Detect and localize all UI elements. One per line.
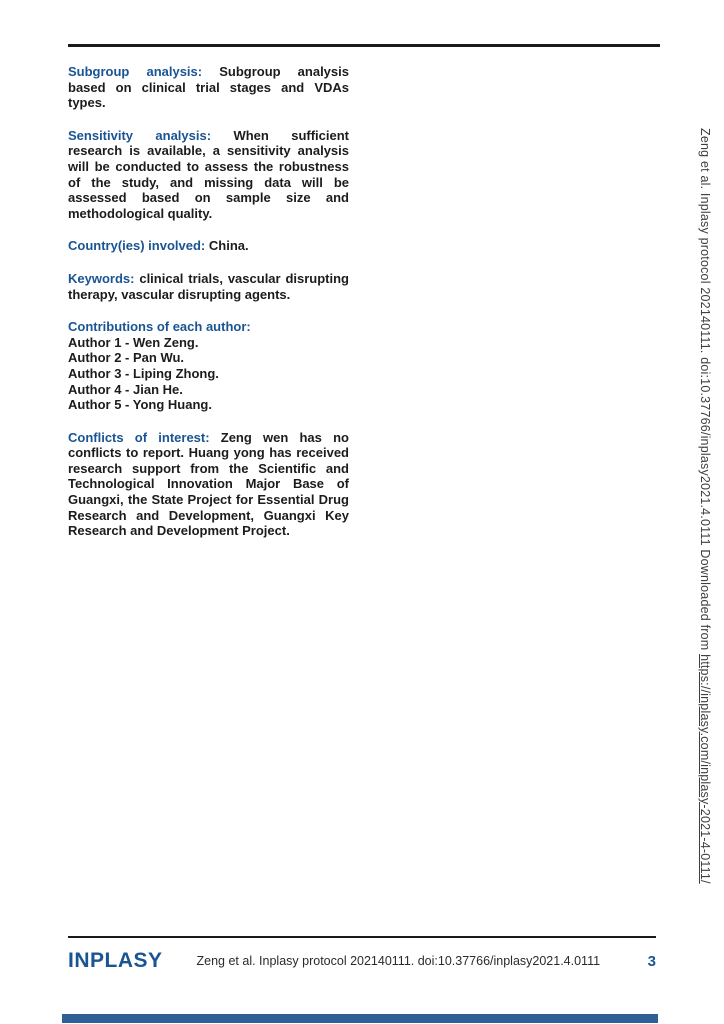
section-heading: Keywords: bbox=[68, 270, 135, 286]
author-line: Author 3 - Liping Zhong. bbox=[68, 365, 219, 381]
section-body: When sufficient research is available, a sensitivity analysis will be conducted to assess the robustness of the study, and missing data will be assessed based on sample size and methodological quality. bbox=[68, 127, 350, 221]
inplasy-logo: INPLASY bbox=[68, 949, 163, 972]
section-heading: Conflicts of interest: bbox=[68, 429, 210, 445]
top-divider-rule bbox=[68, 44, 660, 47]
sidebar-citation-link[interactable]: https://inplasy.com/inplasy-2021-4-0111/ bbox=[698, 654, 712, 884]
footer bbox=[68, 949, 656, 973]
page-number: 3 bbox=[647, 952, 656, 970]
section-keywords bbox=[68, 271, 349, 302]
section-subgroup-analysis bbox=[68, 64, 349, 111]
author-line: Author 1 - Wen Zeng. bbox=[68, 334, 199, 350]
footer-citation: Zeng et al. Inplasy protocol 202140111. doi:10.37766/inplasy2021.4.0111 bbox=[196, 954, 601, 968]
section-conflicts-of-interest bbox=[68, 430, 349, 539]
protocol-content bbox=[68, 64, 349, 539]
footer-divider-rule bbox=[68, 936, 656, 938]
section-body: Subgroup analysis based on clinical trial stages and VDAs types. bbox=[68, 64, 349, 111]
section-body: China. bbox=[208, 238, 249, 254]
section-heading: Subgroup analysis: bbox=[68, 64, 203, 79]
section-sensitivity-analysis bbox=[68, 128, 349, 222]
section-heading: Country(ies) involved: bbox=[68, 238, 206, 254]
sidebar-citation-text: Zeng et al. Inplasy protocol 202140111. doi:10.37766/inplasy2021.4.0111 Downloaded from bbox=[698, 128, 712, 655]
sidebar-citation bbox=[698, 128, 712, 884]
section-contributions bbox=[68, 319, 349, 413]
author-line: Author 5 - Yong Huang. bbox=[68, 397, 212, 413]
section-heading: Contributions of each author: bbox=[68, 319, 251, 335]
section-heading: Sensitivity analysis: bbox=[68, 127, 212, 143]
section-body: Zeng wen has no conflicts to report. Huang yong has received research support from the Scientific and Technological Innovation Major Base of Guangxi, the State Project for Essential Drug Research and Development, Guangxi Key Research and Development Project. bbox=[68, 429, 349, 539]
author-line: Author 2 - Pan Wu. bbox=[68, 350, 185, 366]
section-body: clinical trials, vascular disrupting therapy, vascular disrupting agents. bbox=[68, 270, 349, 302]
author-line: Author 4 - Jian He. bbox=[68, 381, 183, 397]
section-countries-involved bbox=[68, 238, 349, 254]
bottom-blue-bar bbox=[62, 1014, 658, 1023]
